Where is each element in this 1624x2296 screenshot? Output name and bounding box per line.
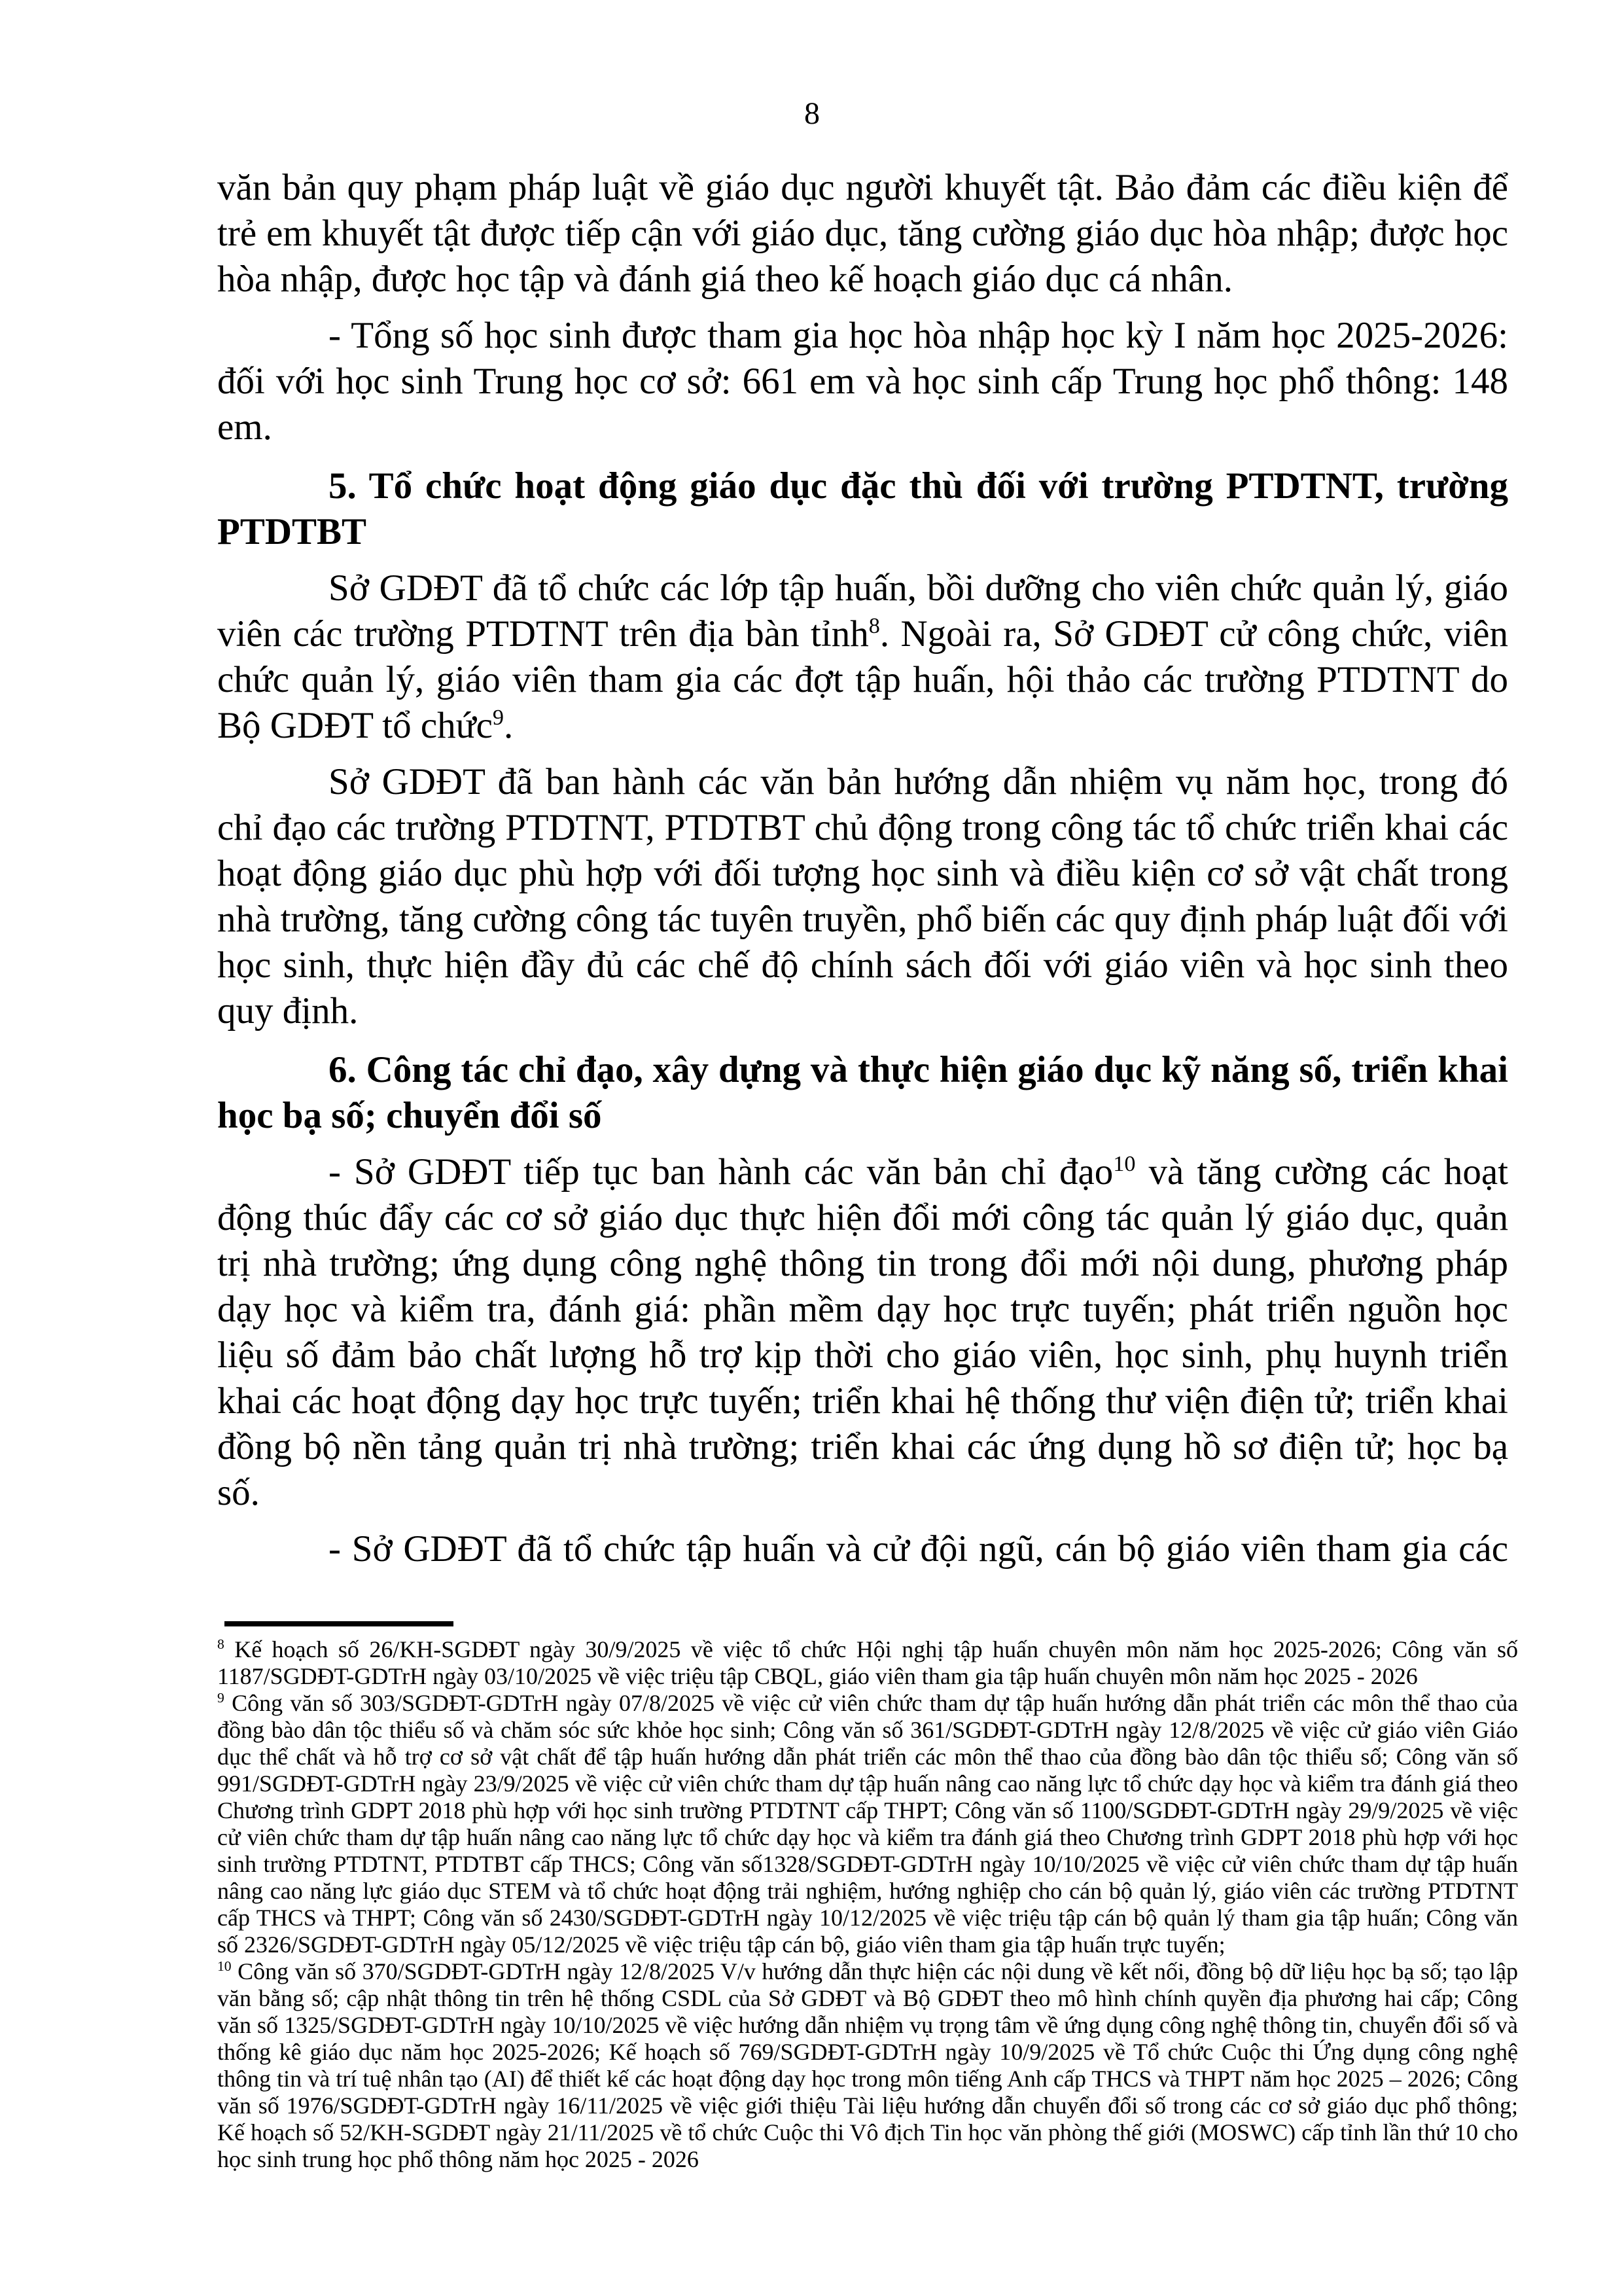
- paragraph: - Tổng số học sinh được tham gia học hòa nhập học kỳ I năm học 2025-2026: đối với học sinh Trung học cơ sở: 661 em và học sinh cấp Trung học phổ thông: 148 em.: [217, 315, 1508, 448]
- paragraph: văn bản quy phạm pháp luật về giáo dục người khuyết tật. Bảo đảm các điều kiện để trẻ em khuyết tật được tiếp cận với giáo dục, tăng cường giáo dục hòa nhập; được học hòa nhập, được học tập và đánh giá theo kế hoạch giáo dục cá nhân.: [217, 167, 1508, 300]
- footnote: $^8$ Kế hoạch số 26/KH-SGDĐT ngày 30/9/2025 về việc tổ chức Hội nghị tập huấn chuyên môn năm học 2025-2026; Công văn số 1187/SGDĐT-GDTrH ngày 03/10/2025 về việc triệu tập CBQL, giáo viên tham gia tập huấn chuyên môn năm học 2025 - 2026: [217, 1636, 1518, 1689]
- paragraph: Sở GDĐT đã ban hành các văn bản hướng dẫn nhiệm vụ năm học, trong đó chỉ đạo các trường PTDTNT, PTDTBT chủ động trong công tác tổ chức triển khai các hoạt động giáo dục phù hợp với đối tượng học sinh và điều kiện cơ sở vật chất trong nhà trường, tăng cường công tác tuyên truyền, phổ biến các quy định pháp luật đối với học sinh, thực hiện đầy đủ các chế độ chính sách đối với giáo viên và học sinh theo quy định.: [217, 761, 1508, 1031]
- footnote-reference: 9: [492, 706, 504, 730]
- section-heading: 6. Công tác chỉ đạo, xây dựng và thực hiện giáo dục kỹ năng số, triển khai học bạ số; chuyển đổi số: [217, 1049, 1508, 1136]
- document-body: [217, 165, 1508, 1572]
- page-number: 8: [804, 96, 820, 131]
- paragraph: - Sở GDĐT đã tổ chức tập huấn và cử đội ngũ, cán bộ giáo viên tham gia các: [328, 1528, 1508, 1570]
- footnote-separator: [224, 1621, 453, 1626]
- footnote-reference: 8: [868, 614, 880, 638]
- footnote: $^9$ Công văn số 303/SGDĐT-GDTrH ngày 07/8/2025 về việc cử viên chức tham dự tập huấn hướng dẫn phát triển các môn thể thao của đồng bào dân tộc thiểu số và chăm sóc sức khỏe học sinh; Công văn số 361/SGDĐT-GDTrH ngày 12/8/2025 về việc cử giáo viên Giáo dục thể chất và hỗ trợ cơ sở vật chất để tập huấn hướng dẫn phát triển các môn thể thao của đồng bào dân tộc thiểu số; Công văn số 991/SGDĐT-GDTrH ngày 23/9/2025 về việc cử viên chức tham dự tập huấn nâng cao năng lực tổ chức dạy học và kiểm tra đánh giá theo Chương trình GDPT 2018 phù hợp với học sinh trường PTDTNT cấp THPT; Công văn số 1100/SGDĐT-GDTrH ngày 29/9/2025 về việc cử viên chức tham dự tập huấn nâng cao năng lực tổ chức dạy học và kiểm tra đánh giá theo Chương trình GDPT 2018 phù hợp với học sinh trường PTDTNT, PTDTBT cấp THCS; Công văn số1328/SGDĐT-GDTrH ngày 10/10/2025 về việc cử viên chức tham dự tập huấn nâng cao năng lực giáo dục STEM và tổ chức hoạt động trải nghiệm, hướng nghiệp cho cán bộ quản lý, giáo viên các trường PTDTNT cấp THCS và THPT; Công văn số 2430/SGDĐT-GDTrH ngày 10/12/2025 về việc triệu tập cán bộ quản lý tham gia tập huấn; Công văn số 2326/SGDĐT-GDTrH ngày 05/12/2025 về việc triệu tập cán bộ, giáo viên tham gia tập huấn trực tuyến;: [217, 1690, 1518, 1958]
- footnote-number: 9: [217, 1690, 224, 1706]
- paragraph: - Sở GDĐT tiếp tục ban hành các văn bản chỉ đạo$^{10}$ và tăng cường các hoạt động thúc đẩy các cơ sở giáo dục thực hiện đổi mới công tác quản lý giáo dục, quản trị nhà trường; ứng dụng công nghệ thông tin trong đổi mới nội dung, phương pháp dạy học và kiểm tra, đánh giá: phần mềm dạy học trực tuyến; phát triển nguồn học liệu số đảm bảo chất lượng hỗ trợ kịp thời cho giáo viên, học sinh, phụ huynh triển khai các hoạt động dạy học trực tuyến; triển khai hệ thống thư viện điện tử; triển khai đồng bộ nền tảng quản trị nhà trường; triển khai các ứng dụng hồ sơ điện tử; học bạ số.: [217, 1151, 1508, 1513]
- footnote-number: 8: [217, 1636, 224, 1652]
- footnote-number: 10: [217, 1958, 232, 1974]
- footnotes-section: [217, 1636, 1518, 2173]
- section-heading: 5. Tổ chức hoạt động giáo dục đặc thù đối với trường PTDTNT, trường PTDTBT: [217, 465, 1508, 552]
- paragraph: Sở GDĐT đã tổ chức các lớp tập huấn, bồi dưỡng cho viên chức quản lý, giáo viên các trường PTDTNT trên địa bàn tỉnh$^8$. Ngoài ra, Sở GDĐT cử công chức, viên chức quản lý, giáo viên tham gia các đợt tập huấn, hội thảo các trường PTDTNT do Bộ GDĐT tổ chức$^9$.: [217, 567, 1508, 746]
- footnote-reference: 10: [1113, 1152, 1136, 1176]
- footnote: $^{10}$ Công văn số 370/SGDĐT-GDTrH ngày 12/8/2025 V/v hướng dẫn thực hiện các nội dung về kết nối, đồng bộ dữ liệu học bạ số; tạo lập văn bằng số; cập nhật thông tin trên hệ thống CSDL của Sở GDĐT và Bộ GDĐT theo mô hình chính quyền địa phương hai cấp; Công văn số 1325/SGDĐT-GDTrH ngày 10/10/2025 về việc hướng dẫn nhiệm vụ trọng tâm về ứng dụng công nghệ thông tin, chuyển đổi số và thống kê giáo dục năm học 2025-2026; Kế hoạch số 769/SGDĐT-GDTrH ngày 10/9/2025 về Tổ chức Cuộc thi Ứng dụng công nghệ thông tin và trí tuệ nhân tạo (AI) để thiết kế các hoạt động dạy học trong môn tiếng Anh cấp THCS và THPT năm học 2025 – 2026; Công văn số 1976/SGDĐT-GDTrH ngày 16/11/2025 về việc giới thiệu Tài liệu hướng dẫn chuyển đổi số trong các cơ sở giáo dục phổ thông; Kế hoạch số 52/KH-SGDĐT ngày 21/11/2025 về tổ chức Cuộc thi Vô địch Tin học văn phòng thế giới (MOSWC) cấp tỉnh lần thứ 10 cho học sinh trung học phổ thông năm học 2025 - 2026: [217, 1958, 1518, 2172]
